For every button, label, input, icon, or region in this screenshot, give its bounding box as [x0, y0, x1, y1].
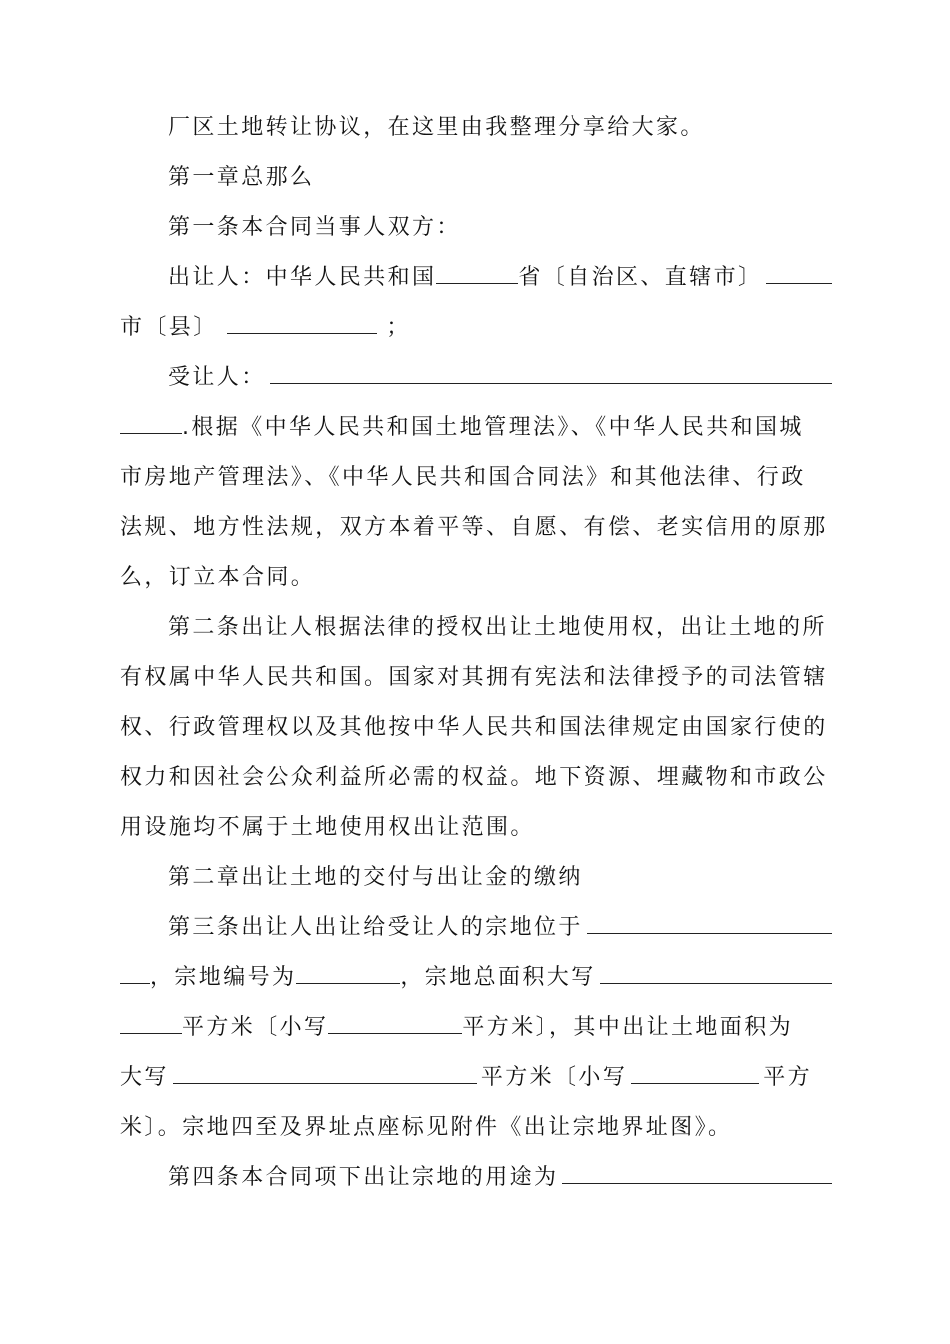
transferor-city-text: 市〔县〕: [120, 315, 218, 340]
transferee-blank: [270, 363, 832, 384]
transfer-area-unit: 平方: [763, 1065, 813, 1090]
total-area-blank: [600, 963, 832, 984]
transferee-line: [168, 363, 832, 393]
article-three-line-3: [120, 1013, 832, 1043]
total-area-blank-continued: [120, 1013, 182, 1034]
article-two-line-2: 有权属中华人民共和国。国家对其拥有宪法和法律授予的司法管辖: [120, 665, 828, 690]
article-one-line-1: [120, 413, 832, 443]
province-blank: [436, 263, 518, 284]
article-one-text-1: .根据《中华人民共和国土地管理法》、《中华人民共和国城: [182, 415, 804, 440]
transferor-label: 出让人：中华人民共和国: [168, 265, 437, 290]
article-one-line-2: 市房地产管理法》、《中华人民共和国合同法》和其他法律、行政: [120, 465, 806, 490]
city-blank: [227, 313, 377, 334]
transfer-area-capital-label: 大写: [120, 1065, 169, 1090]
small-area-blank: [328, 1013, 462, 1034]
transferor-line: [168, 263, 832, 293]
total-area-label: ，宗地总面积大写: [400, 965, 596, 990]
transfer-area-capital-blank: [173, 1063, 477, 1084]
transfer-area-small-blank: [631, 1063, 759, 1084]
article-three-line-4: [120, 1063, 832, 1093]
chapter-two-heading: 第二章出让土地的交付与出让金的缴纳: [168, 865, 583, 890]
article-three-line-1: [168, 913, 832, 943]
transferor-province-text: 省〔自治区、直辖市〕: [518, 265, 763, 290]
land-use-blank: [562, 1163, 832, 1184]
article-one-title: 第一条本合同当事人双方：: [168, 215, 461, 240]
article-two-line-3: 权、行政管理权以及其他按中华人民共和国法律规定由国家行使的: [120, 715, 828, 740]
article-two-line-1: 第二条出让人根据法律的授权出让土地使用权，出让土地的所: [168, 615, 827, 640]
transferee-blank-continued: [120, 413, 182, 434]
location-blank: [587, 913, 832, 934]
parcel-number-label: ，宗地编号为: [150, 965, 297, 990]
article-four-text-1: 第四条本合同项下出让宗地的用途为: [168, 1165, 559, 1190]
transferee-label: 受让人：: [168, 365, 266, 390]
article-one-line-4: 么，订立本合同。: [120, 565, 316, 590]
article-two-line-4: 权力和因社会公众利益所必需的权益。地下资源、埋藏物和市政公: [120, 765, 828, 790]
parcel-number-blank: [296, 963, 400, 984]
article-three-line-2: [120, 963, 832, 993]
transferor-city-end: ；: [386, 315, 411, 340]
intro-text: 厂区土地转让协议，在这里由我整理分享给大家。: [168, 115, 705, 140]
small-area-label: 平方米〔小写: [182, 1015, 329, 1040]
transfer-area-label: 平方米〕，其中出让土地面积为: [462, 1015, 794, 1040]
article-four-line-1: [168, 1163, 832, 1193]
location-blank-continued: [120, 963, 150, 984]
region-blank: [766, 263, 832, 284]
transfer-area-small-label: 平方米〔小写: [480, 1065, 628, 1090]
article-two-line-5: 用设施均不属于土地使用权出让范围。: [120, 815, 535, 840]
article-three-text-1: 第三条出让人出让给受让人的宗地位于: [168, 915, 583, 940]
chapter-one-heading: 第一章总那么: [168, 165, 315, 190]
article-one-line-3: 法规、地方性法规，双方本着平等、自愿、有偿、老实信用的原那: [120, 515, 828, 540]
transferor-city-line: [120, 313, 832, 343]
article-three-line-5: 米〕。宗地四至及界址点座标见附件《出让宗地界址图》。: [120, 1115, 733, 1140]
